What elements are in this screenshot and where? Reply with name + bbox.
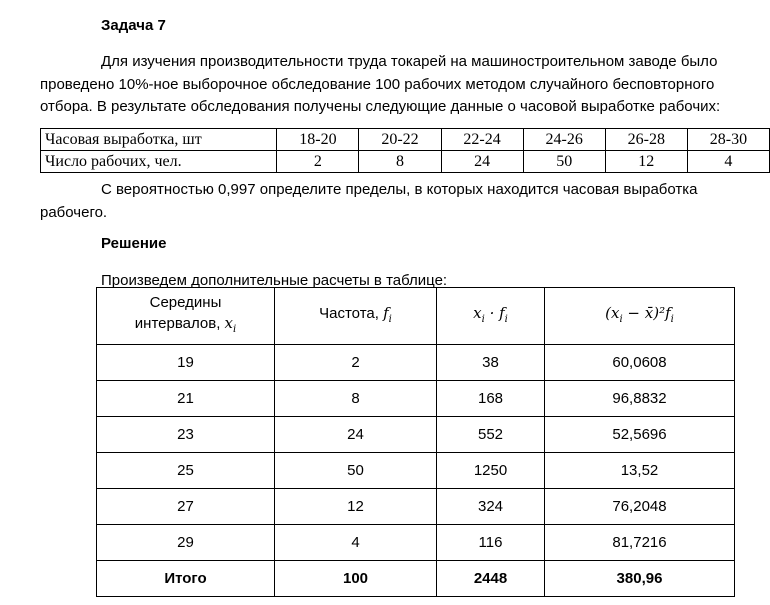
table-header-row bbox=[97, 288, 735, 345]
cell-deviation: 52,5696 bbox=[545, 417, 735, 453]
header-midpoints-line2: интервалов, bbox=[134, 314, 221, 332]
workers-cell: 12 bbox=[605, 151, 687, 173]
cell-frequency: 50 bbox=[275, 453, 437, 489]
solution-intro: Произведем дополнительные расчеты в таблице: bbox=[101, 272, 448, 289]
source-data-table bbox=[40, 128, 770, 173]
header-frequency-label: Частота, bbox=[319, 304, 379, 322]
cell-product: 324 bbox=[437, 489, 545, 525]
workers-cell: 50 bbox=[523, 151, 605, 173]
workers-cell: 8 bbox=[359, 151, 441, 173]
cell-frequency: 24 bbox=[275, 417, 437, 453]
task-paragraph-2 bbox=[40, 179, 752, 224]
workers-cell: 24 bbox=[441, 151, 523, 173]
cell-midpoint: 25 bbox=[97, 453, 275, 489]
header-xi-fi bbox=[437, 288, 545, 345]
task-title: Задача 7 bbox=[101, 17, 166, 34]
interval-cell: 28-30 bbox=[687, 129, 769, 151]
math-xi-times-fi: $x_i \cdot f_i$ bbox=[473, 303, 508, 325]
table-row bbox=[97, 417, 735, 453]
task-text-1: Для изучения производительности труда токарей на машиностроительном заводе было проведено 10%-ное выборочное обследование 100 рабочих методом случайного бесповторного отбора. В результате обследования получены следующие данные о часовой выработке рабочих: bbox=[40, 53, 721, 115]
cell-midpoint: 27 bbox=[97, 489, 275, 525]
total-product: 2448 bbox=[437, 561, 545, 597]
header-midpoints bbox=[97, 288, 275, 345]
cell-midpoint: 19 bbox=[97, 345, 275, 381]
interval-cell: 20-22 bbox=[359, 129, 441, 151]
interval-cell: 26-28 bbox=[605, 129, 687, 151]
table-row bbox=[97, 525, 735, 561]
table-row bbox=[97, 489, 735, 525]
interval-cell: 18-20 bbox=[277, 129, 359, 151]
total-deviation: 380,96 bbox=[545, 561, 735, 597]
header-midpoints-line1: Середины bbox=[149, 293, 222, 311]
table-row bbox=[97, 453, 735, 489]
workers-cell: 4 bbox=[687, 151, 769, 173]
header-squared-deviation bbox=[545, 288, 735, 345]
cell-product: 116 bbox=[437, 525, 545, 561]
calculation-table bbox=[96, 287, 735, 597]
workers-cell: 2 bbox=[277, 151, 359, 173]
cell-frequency: 2 bbox=[275, 345, 437, 381]
header-frequency bbox=[275, 288, 437, 345]
table-row bbox=[41, 129, 770, 151]
row-label-workers: Число рабочих, чел. bbox=[41, 151, 277, 173]
interval-cell: 22-24 bbox=[441, 129, 523, 151]
cell-product: 1250 bbox=[437, 453, 545, 489]
table-row bbox=[97, 381, 735, 417]
task-paragraph-1 bbox=[40, 51, 752, 119]
cell-frequency: 12 bbox=[275, 489, 437, 525]
cell-deviation: 96,8832 bbox=[545, 381, 735, 417]
cell-frequency: 8 bbox=[275, 381, 437, 417]
total-label: Итого bbox=[97, 561, 275, 597]
cell-midpoint: 23 bbox=[97, 417, 275, 453]
cell-deviation: 13,52 bbox=[545, 453, 735, 489]
cell-deviation: 60,0608 bbox=[545, 345, 735, 381]
interval-cell: 24-26 bbox=[523, 129, 605, 151]
cell-midpoint: 21 bbox=[97, 381, 275, 417]
cell-frequency: 4 bbox=[275, 525, 437, 561]
solution-heading: Решение bbox=[101, 235, 167, 252]
math-xi: $x_i$ bbox=[224, 313, 237, 335]
cell-product: 168 bbox=[437, 381, 545, 417]
cell-deviation: 76,2048 bbox=[545, 489, 735, 525]
cell-product: 552 bbox=[437, 417, 545, 453]
cell-midpoint: 29 bbox=[97, 525, 275, 561]
math-fi: $f_i$ bbox=[383, 303, 392, 325]
table-total-row bbox=[97, 561, 735, 597]
cell-deviation: 81,7216 bbox=[545, 525, 735, 561]
total-frequency: 100 bbox=[275, 561, 437, 597]
math-squared-deviation: ($x_i$ − $x̄)^2f_i$ bbox=[605, 303, 674, 325]
row-label-output: Часовая выработка, шт bbox=[41, 129, 277, 151]
cell-product: 38 bbox=[437, 345, 545, 381]
task-text-2: С вероятностью 0,997 определите пределы, в которых находится часовая выработка рабочего. bbox=[40, 181, 698, 221]
table-row bbox=[41, 151, 770, 173]
table-row bbox=[97, 345, 735, 381]
